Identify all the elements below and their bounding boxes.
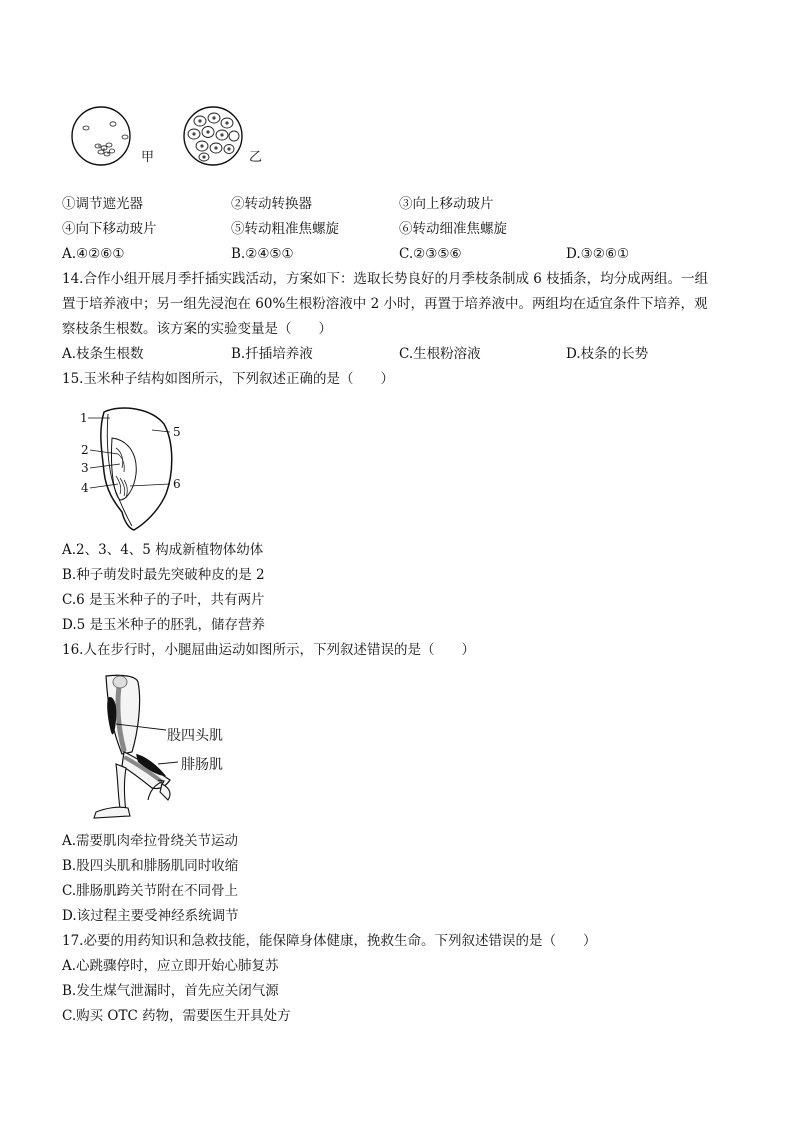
q13-step-4: ④向下移动玻片 [62, 221, 157, 237]
q13-step-2: ②转动转换器 [231, 196, 312, 212]
q13-option-a[interactable]: A.④②⑥① [62, 246, 125, 262]
label-yi: 乙 [249, 150, 263, 165]
quadriceps-label: 股四头肌 [167, 728, 223, 744]
q14-option-d[interactable]: D.枝条的长势 [566, 346, 649, 362]
seed-label-1: 1 [80, 411, 88, 425]
q13-step-3: ③向上移动玻片 [399, 196, 494, 212]
microscope-figure [68, 104, 278, 170]
q14-stem-line-1: 14.合作小组开展月季扦插实践活动，方案如下：选取长势良好的月季枝条制成 6 枝插条，均分成两组。一组 [62, 271, 709, 287]
q14-option-c[interactable]: C.生根粉溶液 [399, 346, 481, 362]
field-of-view-jia [72, 107, 130, 165]
leg-muscle-figure [86, 672, 246, 822]
q15-option-d[interactable]: D.5 是玉米种子的胚乳，储存营养 [62, 617, 266, 633]
corn-seed-figure [76, 402, 196, 534]
q16-option-b[interactable]: B.股四头肌和腓肠肌同时收缩 [62, 858, 239, 874]
q16-option-d[interactable]: D.该过程主要受神经系统调节 [62, 908, 239, 924]
gastrocnemius-label: 腓肠肌 [181, 757, 223, 773]
q13-option-c[interactable]: C.②③⑤⑥ [399, 246, 462, 262]
q14-stem-line-2: 置于培养液中；另一组先浸泡在 60%生根粉溶液中 2 小时，再置于培养液中。两组均在适宜条件下培养，观 [62, 296, 708, 312]
q14-option-b[interactable]: B.扦插培养液 [231, 346, 313, 362]
q16-option-a[interactable]: A.需要肌肉牵拉骨绕关节运动 [62, 833, 239, 849]
standing-leg [116, 764, 126, 812]
hip-joint [113, 676, 127, 688]
q15-option-a[interactable]: A.2、3、4、5 构成新植物体幼体 [62, 542, 264, 558]
q14-option-a[interactable]: A.枝条生根数 [62, 346, 144, 362]
q17-option-a[interactable]: A.心跳骤停时，应立即开始心肺复苏 [62, 958, 279, 974]
q13-option-d[interactable]: D.③②⑥① [566, 246, 630, 262]
seed-label-3: 3 [81, 461, 89, 475]
q16-stem: 16.人在步行时，小腿屈曲运动如图所示，下列叙述错误的是（ ） [62, 642, 475, 658]
q17-option-c[interactable]: C.购买 OTC 药物，需要医生开具处方 [62, 1008, 291, 1024]
seed-label-5: 5 [173, 425, 181, 439]
foot [94, 807, 130, 818]
q16-option-c[interactable]: C.腓肠肌跨关节附在不同骨上 [62, 883, 239, 899]
seed-label-2: 2 [81, 443, 89, 457]
q13-step-6: ⑥转动细准焦螺旋 [399, 221, 507, 237]
label-jia: 甲 [141, 150, 155, 165]
raised-foot [160, 784, 170, 800]
q13-option-b[interactable]: B.②④⑤① [231, 246, 294, 262]
q17-option-b[interactable]: B.发生煤气泄漏时，首先应关闭气源 [62, 983, 279, 999]
q13-step-1: ①调节遮光器 [62, 196, 143, 212]
q14-stem-line-3: 察枝条生根数。该方案的实验变量是（ ） [62, 321, 332, 337]
q17-stem: 17.必要的用药知识和急救技能，能保障身体健康，挽救生命。下列叙述错误的是（ ） [62, 933, 597, 949]
field-of-view-yi [184, 107, 242, 165]
seed-label-4: 4 [81, 481, 89, 495]
q15-option-b[interactable]: B.种子萌发时最先突破种皮的是 2 [62, 567, 265, 583]
q15-stem: 15.玉米种子结构如图所示，下列叙述正确的是（ ） [62, 371, 394, 387]
q15-option-c[interactable]: C.6 是玉米种子的子叶，共有两片 [62, 592, 265, 608]
seed-label-6: 6 [173, 477, 181, 491]
q13-step-5: ⑤转动粗准焦螺旋 [231, 221, 339, 237]
